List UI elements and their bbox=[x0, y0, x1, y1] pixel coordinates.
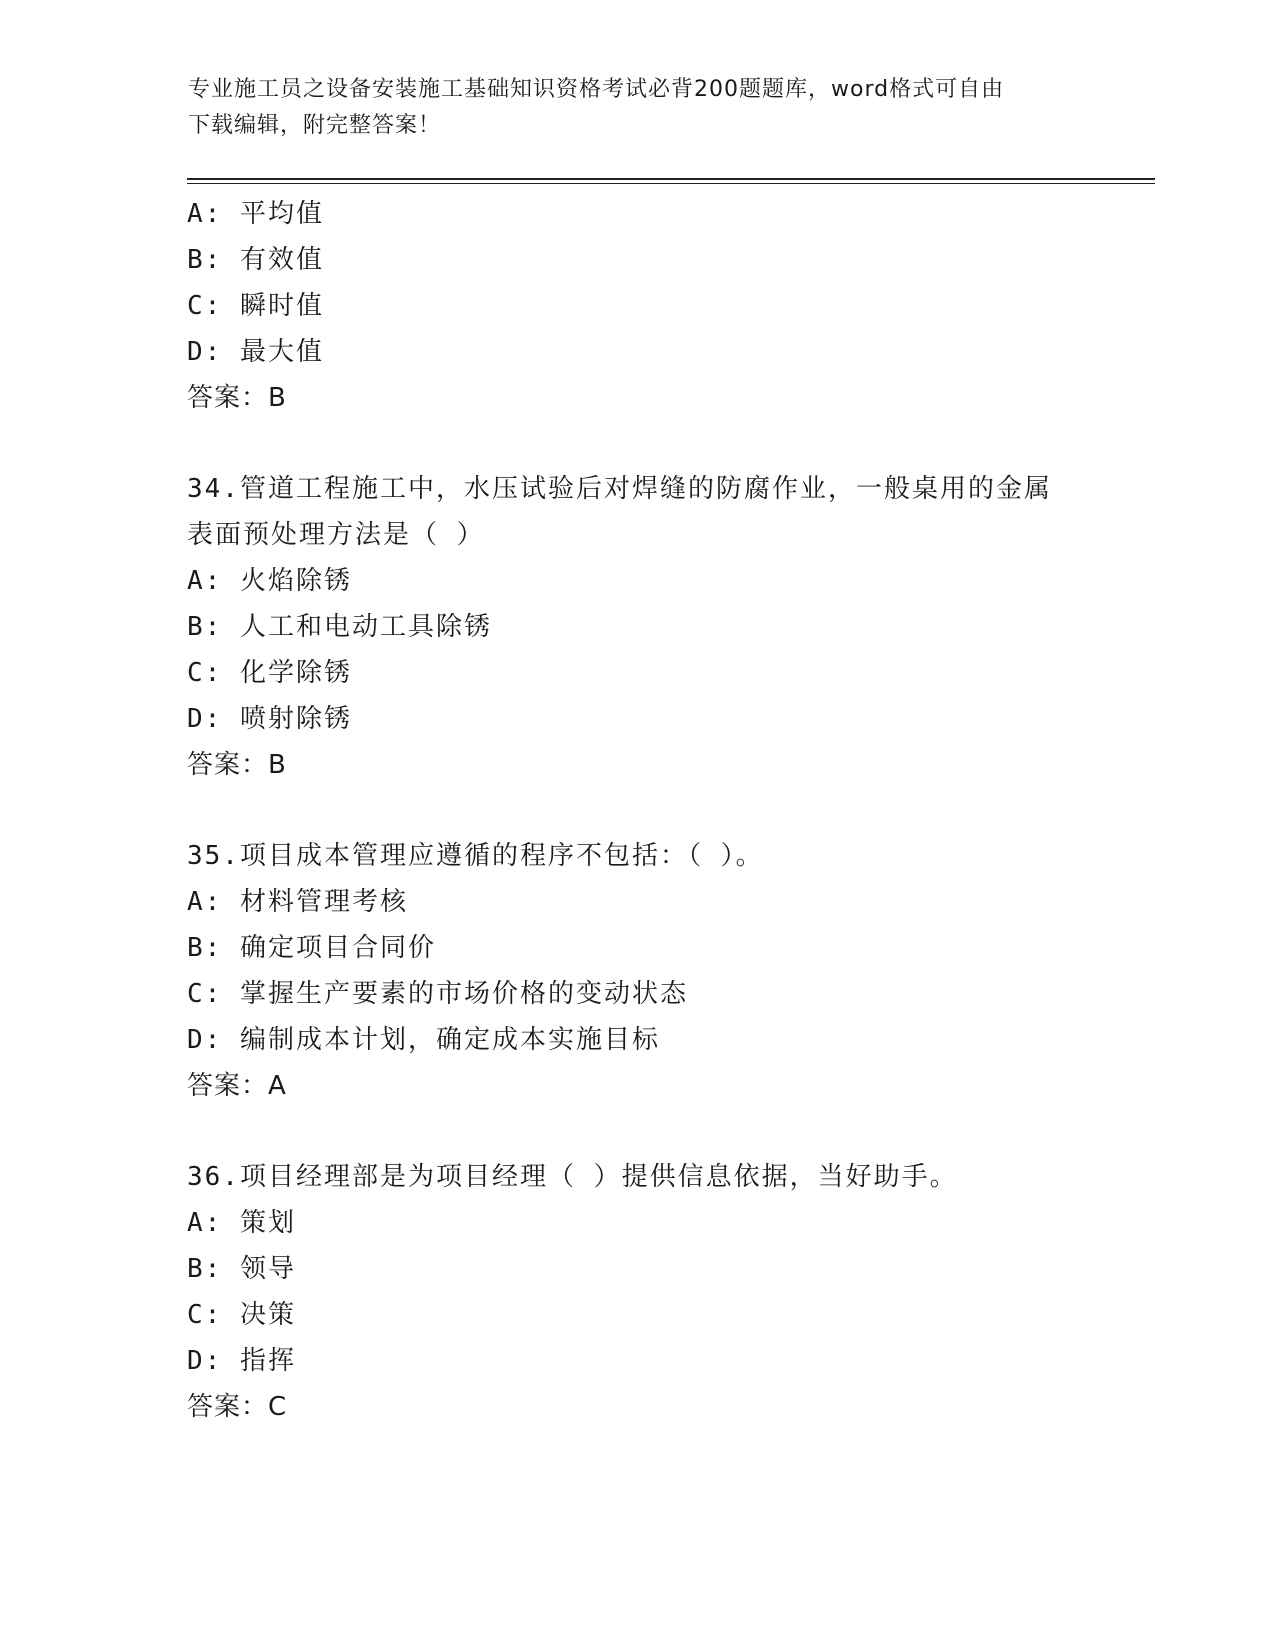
question-35 bbox=[187, 833, 1147, 1109]
option-a: A: 策划 bbox=[187, 1208, 296, 1238]
answer-line: 答案：A bbox=[187, 1071, 287, 1101]
option-b: B: 确定项目合同价 bbox=[187, 933, 436, 963]
answer-line: 答案：C bbox=[187, 1392, 288, 1422]
question-stem: 36.项目经理部是为项目经理（ ）提供信息依据，当好助手。 bbox=[187, 1162, 958, 1192]
header-divider-thin bbox=[187, 183, 1155, 184]
option-a: A: 火焰除锈 bbox=[187, 566, 352, 596]
document-header bbox=[188, 72, 1088, 144]
option-b: B: 人工和电动工具除锈 bbox=[187, 612, 492, 642]
option-c: C: 决策 bbox=[187, 1300, 296, 1330]
question-gap bbox=[187, 421, 1147, 466]
question-gap bbox=[187, 1109, 1147, 1154]
option-d: D: 编制成本计划，确定成本实施目标 bbox=[187, 1025, 660, 1055]
question-stem: 34.管道工程施工中，水压试验后对焊缝的防腐作业，一般桌用的金属 bbox=[187, 474, 1052, 504]
option-b: B: 领导 bbox=[187, 1254, 296, 1284]
question-stem: 35.项目成本管理应遵循的程序不包括：（ ）。 bbox=[187, 841, 764, 871]
option-b: B: 有效值 bbox=[187, 245, 324, 275]
header-divider bbox=[187, 178, 1155, 180]
option-a: A: 材料管理考核 bbox=[187, 887, 408, 917]
answer-line: 答案：B bbox=[187, 750, 287, 780]
question-33 bbox=[187, 191, 1147, 421]
option-a: A: 平均值 bbox=[187, 199, 324, 229]
question-36 bbox=[187, 1154, 1147, 1430]
question-34 bbox=[187, 466, 1147, 788]
option-c: C: 瞬时值 bbox=[187, 291, 324, 321]
question-list bbox=[187, 191, 1147, 1430]
question-gap bbox=[187, 788, 1147, 833]
header-line-2: 下载编辑，附完整答案！ bbox=[188, 113, 442, 138]
option-c: C: 化学除锈 bbox=[187, 658, 352, 688]
option-d: D: 最大值 bbox=[187, 337, 324, 367]
header-line-1: 专业施工员之设备安装施工基础知识资格考试必背200题题库，word格式可自由 bbox=[188, 77, 1005, 102]
option-d: D: 指挥 bbox=[187, 1346, 296, 1376]
option-c: C: 掌握生产要素的市场价格的变动状态 bbox=[187, 979, 688, 1009]
question-stem-continued: 表面预处理方法是（ ） bbox=[187, 520, 485, 550]
answer-line: 答案：B bbox=[187, 383, 287, 413]
option-d: D: 喷射除锈 bbox=[187, 704, 352, 734]
